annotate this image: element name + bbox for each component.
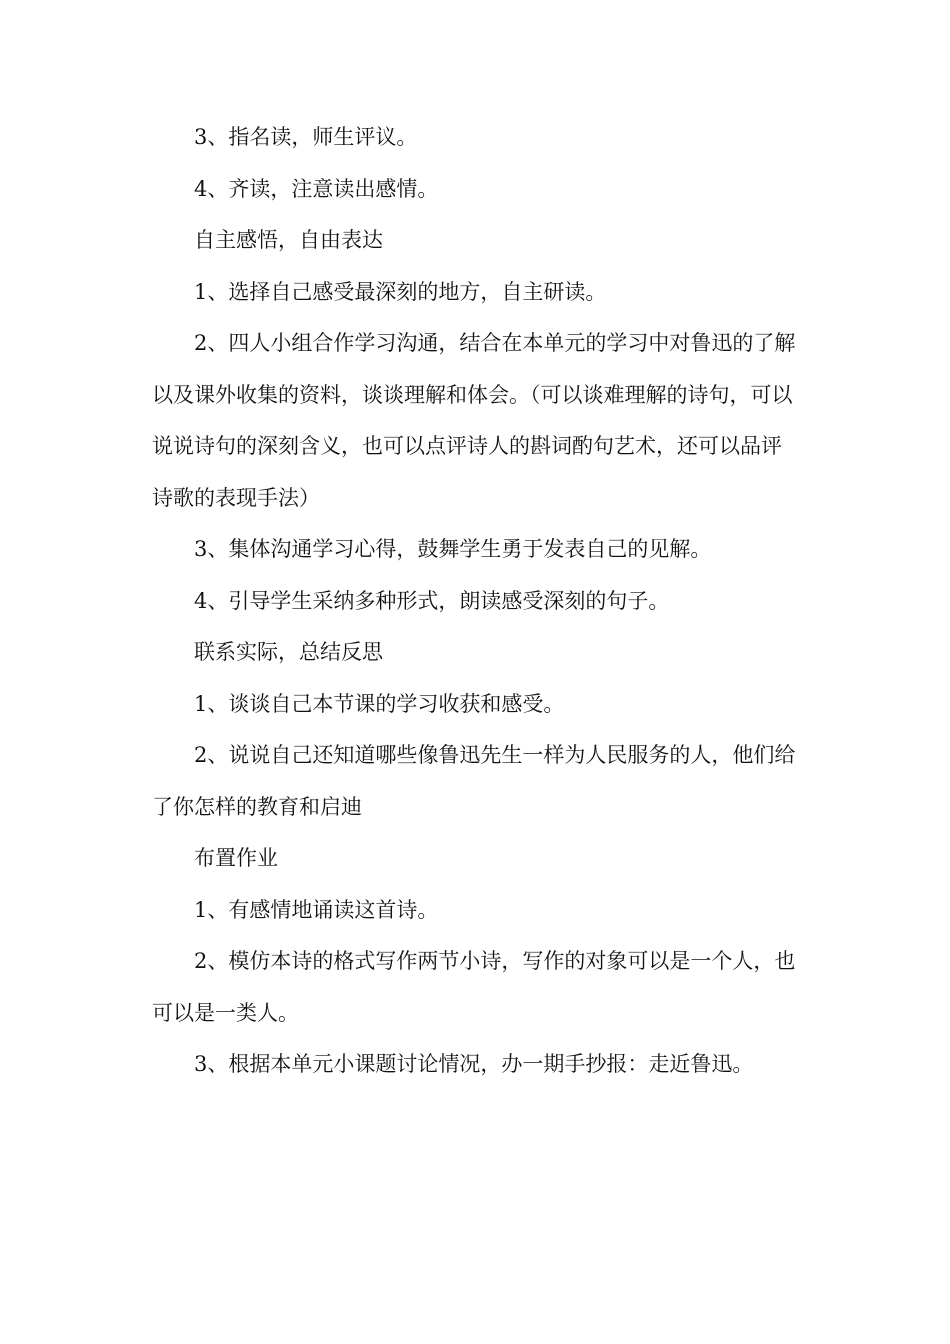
section-heading-homework: 布置作业 <box>194 846 278 870</box>
paragraph-reflection-2: 2、说说自己还知道哪些像鲁迅先生一样为人民服务的人，他们给了你怎样的教育和启迪 <box>152 743 796 819</box>
document-body <box>152 112 800 1091</box>
paragraph-reflection-1: 1、谈谈自己本节课的学习收获和感受。 <box>194 691 565 716</box>
paragraph-self-study-1: 1、选择自己感受最深刻的地方，自主研读。 <box>194 279 607 304</box>
section-heading-self-study: 自主感悟，自由表达 <box>194 228 383 252</box>
paragraph-self-study-4: 4、引导学生采纳多种形式，朗读感受深刻的句子。 <box>194 588 670 613</box>
section-heading-reflection: 联系实际，总结反思 <box>194 640 383 664</box>
paragraph-homework-3: 3、根据本单元小课题讨论情况，办一期手抄报：走近鲁迅。 <box>194 1052 754 1076</box>
paragraph-step-3-reading: 3、指名读，师生评议。 <box>194 125 418 149</box>
paragraph-self-study-3: 3、集体沟通学习心得，鼓舞学生勇于发表自己的见解。 <box>194 537 712 561</box>
paragraph-step-4-reading: 4、齐读，注意读出感情。 <box>194 176 439 201</box>
paragraph-homework-2: 2、模仿本诗的格式写作两节小诗，写作的对象可以是一个人，也可以是一类人。 <box>152 949 796 1025</box>
paragraph-self-study-2: 2、四人小组合作学习沟通，结合在本单元的学习中对鲁迅的了解以及课外收集的资料，谈谈理解和体会。（可以谈难理解的诗句，可以说说诗句的深刻含义，也可以点评诗人的斟词酌句艺术，还可以品评诗歌的表现手法） <box>152 331 796 510</box>
paragraph-homework-1: 1、有感情地诵读这首诗。 <box>194 897 439 922</box>
